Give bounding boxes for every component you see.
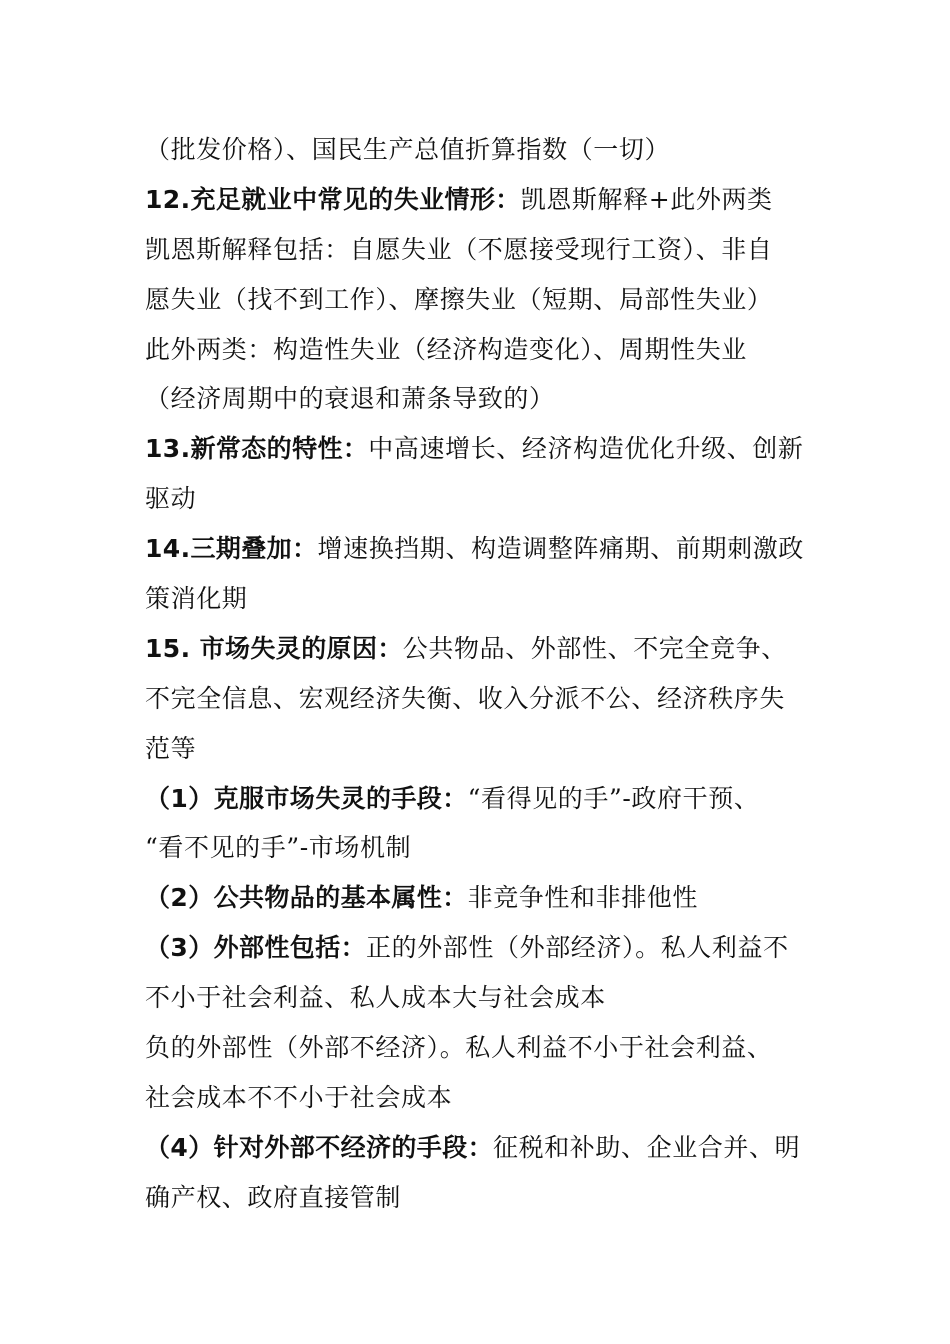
line-text: 愿失业（找不到工作）、摩擦失业（短期、局部性失业） xyxy=(145,285,773,314)
text-line xyxy=(145,1030,815,1066)
line-text: 中高速增长、经济构造优化升级、创新 xyxy=(368,434,804,463)
line-text: 公共物品、外部性、不完全竞争、 xyxy=(402,634,787,663)
text-line xyxy=(145,232,815,268)
line-text: “看不见的手”-市场机制 xyxy=(145,833,412,862)
line-text: 社会成本不不小于社会成本 xyxy=(145,1083,453,1112)
text-line xyxy=(145,282,815,318)
line-text: 不小于社会利益、私人成本大与社会成本 xyxy=(145,983,606,1012)
line-text: （批发价格）、国民生产总值折算指数（一切） xyxy=(145,135,671,164)
text-line xyxy=(145,731,815,767)
text-line xyxy=(145,1180,815,1216)
text-line xyxy=(145,581,815,617)
line-text: 非竞争性和非排他性 xyxy=(467,883,699,912)
line-text: 策消化期 xyxy=(145,584,248,613)
text-line xyxy=(145,182,815,218)
line-text: 范等 xyxy=(145,734,197,763)
text-line xyxy=(145,1080,815,1116)
text-line xyxy=(145,880,815,916)
text-line xyxy=(145,431,815,467)
bold-heading: （4）针对外部不经济的手段： xyxy=(145,1133,493,1162)
text-line xyxy=(145,132,815,168)
text-line xyxy=(145,531,815,567)
line-text: 驱动 xyxy=(145,484,197,513)
bold-heading: 12.充足就业中常见的失业情形： xyxy=(145,185,521,214)
text-line xyxy=(145,332,815,368)
text-line xyxy=(145,381,815,417)
line-text: 凯恩斯解释包括：自愿失业（不愿接受现行工资）、非自 xyxy=(145,235,773,264)
line-text: 确产权、政府直接管制 xyxy=(145,1183,402,1212)
bold-heading: （2）公共物品的基本属性： xyxy=(145,883,468,912)
bold-heading: 15. 市场失灵的原因： xyxy=(145,634,403,663)
bold-heading: （3）外部性包括： xyxy=(145,933,366,962)
text-line xyxy=(145,830,815,866)
text-line xyxy=(145,1130,815,1166)
text-line xyxy=(145,631,815,667)
text-line xyxy=(145,481,815,517)
line-text: 征税和补助、企业合并、明 xyxy=(493,1133,801,1162)
bold-heading: （1）克服市场失灵的手段： xyxy=(145,784,468,813)
bold-heading: 14.三期叠加： xyxy=(145,534,318,563)
line-text: “看得见的手”-政府干预、 xyxy=(467,784,760,813)
line-text: 此外两类：构造性失业（经济构造变化）、周期性失业 xyxy=(145,335,747,364)
text-line xyxy=(145,681,815,717)
line-text: 负的外部性（外部不经济）。私人利益不小于社会利益、 xyxy=(145,1033,773,1062)
line-text: （经济周期中的衰退和萧条导致的） xyxy=(145,384,555,413)
line-text: 不完全信息、宏观经济失衡、收入分派不公、经济秩序失 xyxy=(145,684,786,713)
bold-heading: 13.新常态的特性： xyxy=(145,434,369,463)
line-text: 正的外部性（外部经济）。私人利益不 xyxy=(366,933,789,962)
text-line xyxy=(145,781,815,817)
line-text: 凯恩斯解释+此外两类 xyxy=(520,185,773,214)
text-line xyxy=(145,930,815,966)
line-text: 增速换挡期、构造调整阵痛期、前期刺激政 xyxy=(317,534,804,563)
text-line xyxy=(145,980,815,1016)
